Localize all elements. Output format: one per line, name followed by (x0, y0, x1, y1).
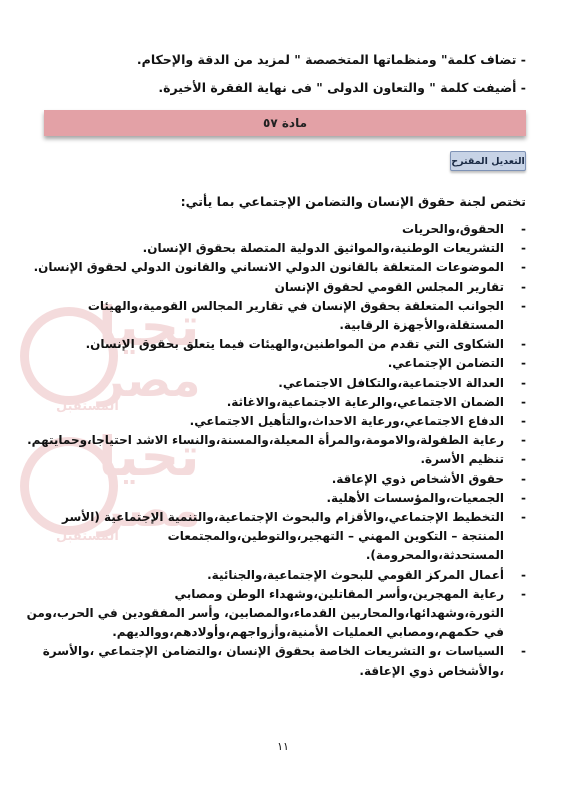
list-item-text: رعاية المهجرين،وأسر المقاتلين،وشهداء الوطن ومصابي الثورة،وشهدائها،والمحاربين القدماء،والمصابين، وأسر المفقودين في الحرب،ومن في حكمهم،ومصابي العمليات الأمنية،وأزواجهم،وأولادهم،ووالديهم. (26, 586, 504, 640)
bullet-dash: - (521, 241, 526, 256)
watermark-text-line3: المستقبل (56, 529, 119, 544)
list-item (26, 431, 526, 450)
list-item (26, 335, 526, 354)
watermark-text-line2: مصر (98, 353, 201, 407)
list-item-text: التخطيط الإجتماعي،والأقزام والبحوث الإجتماعية،والتنمية الإجتماعية (الأسر المنتجة – التكوين المهني – التهجير،والتوطين،والمجتمعات المستحدثة،والمحرومة). (62, 510, 504, 563)
list-item (26, 393, 526, 412)
list-item-text: الموضوعات المتعلقة بالقانون الدولي الانساني والقانون الدولي لحقوق الإنسان. (33, 260, 504, 275)
bullet-dash: - (521, 433, 526, 448)
list-item (26, 566, 526, 585)
bullet-dash: - (521, 337, 526, 352)
watermark-text-line3: المستقبل (56, 399, 119, 414)
list-item (26, 508, 526, 566)
list-item-text: تقارير المجلس القومي لحقوق الإنسان (274, 279, 504, 294)
bullet-dash: - (521, 567, 526, 582)
list-item-text: الدفاع الاجتماعي،ورعاية الاحداث،والتأهيل الاجتماعي. (189, 414, 504, 429)
list-item-text: التضامن الإجتماعي. (387, 356, 504, 371)
article-header-bar (44, 110, 526, 136)
list-item (26, 470, 526, 489)
bullet-dash: - (521, 356, 526, 371)
list-item (26, 374, 526, 393)
proposed-amendment-tag (450, 151, 526, 171)
list-item-text: أعمال المركز القومي للبحوث الإجتماعية،والجنائية. (207, 567, 504, 582)
intro-line-1: - تضاف كلمة" ومنظماتها المتخصصة " لمزيد من الدقة والإحكام. (136, 52, 526, 67)
list-item (26, 278, 526, 297)
intro-line-2: - أضيفت كلمة " والتعاون الدولى " فى نهاية الفقرة الأخيرة. (158, 80, 526, 95)
page-number: ١١ (277, 740, 289, 753)
list-item-text: السياسات ،و التشريعات الخاصة بحقوق الإنسان ،والتضامن الإجتماعي ،والأسرة ،والأشخاص ذوي الإعاقة. (42, 644, 504, 678)
list-item (26, 450, 526, 469)
bullet-dash: - (521, 279, 526, 294)
watermark-text-line2: مصر (98, 483, 201, 537)
bullet-dash: - (521, 222, 526, 236)
bullet-dash: - (521, 471, 526, 486)
list-item-text: الضمان الاجتماعي،والرعاية الاجتماعية،والاغاثة. (226, 394, 504, 409)
bullet-dash: - (521, 490, 526, 505)
list-item (26, 239, 526, 258)
bullet-dash: - (521, 260, 526, 275)
list-item-text: الجمعيات،والمؤسسات الأهلية. (326, 490, 504, 505)
watermark-text-line1: تحيا (98, 425, 200, 488)
bullet-dash: - (521, 298, 526, 313)
list-item (26, 297, 526, 335)
competencies-list (26, 220, 526, 681)
lead-sentence: تختص لجنة حقوق الإنسان والتضامن الإجتماعي بما يأتي: (180, 194, 526, 209)
list-item (26, 642, 526, 680)
list-item (26, 258, 526, 277)
list-item-text: التشريعات الوطنية،والمواثيق الدولية المتصلة بحقوق الإنسان. (142, 241, 504, 256)
bullet-dash: - (521, 414, 526, 429)
bullet-dash: - (521, 452, 526, 467)
bullet-dash: - (521, 586, 526, 601)
list-item-text: تنظيم الأسرة. (420, 452, 504, 467)
bullet-dash: - (521, 375, 526, 390)
list-item-text: الشكاوى التي تقدم من المواطنين،والهيئات فيما يتعلق بحقوق الإنسان. (85, 337, 504, 352)
list-item-text: حقوق الأشخاص ذوي الإعاقة. (331, 471, 504, 486)
tag-label: التعديل المقترح (451, 155, 525, 167)
list-item-text: رعاية الطفولة،والامومة،والمرأة المعيلة،والمسنة،والنساء الاشد احتياجا،وحمايتهم. (27, 433, 504, 448)
article-label: مادة ٥٧ (263, 116, 308, 130)
list-item (26, 412, 526, 431)
watermark-text-line1: تحيا (98, 295, 200, 358)
bullet-dash: - (521, 510, 526, 525)
list-item (26, 489, 526, 508)
list-item (26, 354, 526, 373)
list-item-text: الحقوق،والحريات (402, 222, 504, 236)
list-item (26, 220, 526, 239)
bullet-dash: - (521, 394, 526, 409)
list-item-text: العدالة الاجتماعية،والتكافل الاجتماعي. (278, 375, 504, 390)
bullet-dash: - (521, 644, 526, 659)
list-item-text: الجوانب المتعلقة بحقوق الإنسان في تقارير المجالس القومية،والهيئات المستقلة،والأجهزة الرقابية. (87, 298, 504, 333)
list-item (26, 585, 526, 643)
